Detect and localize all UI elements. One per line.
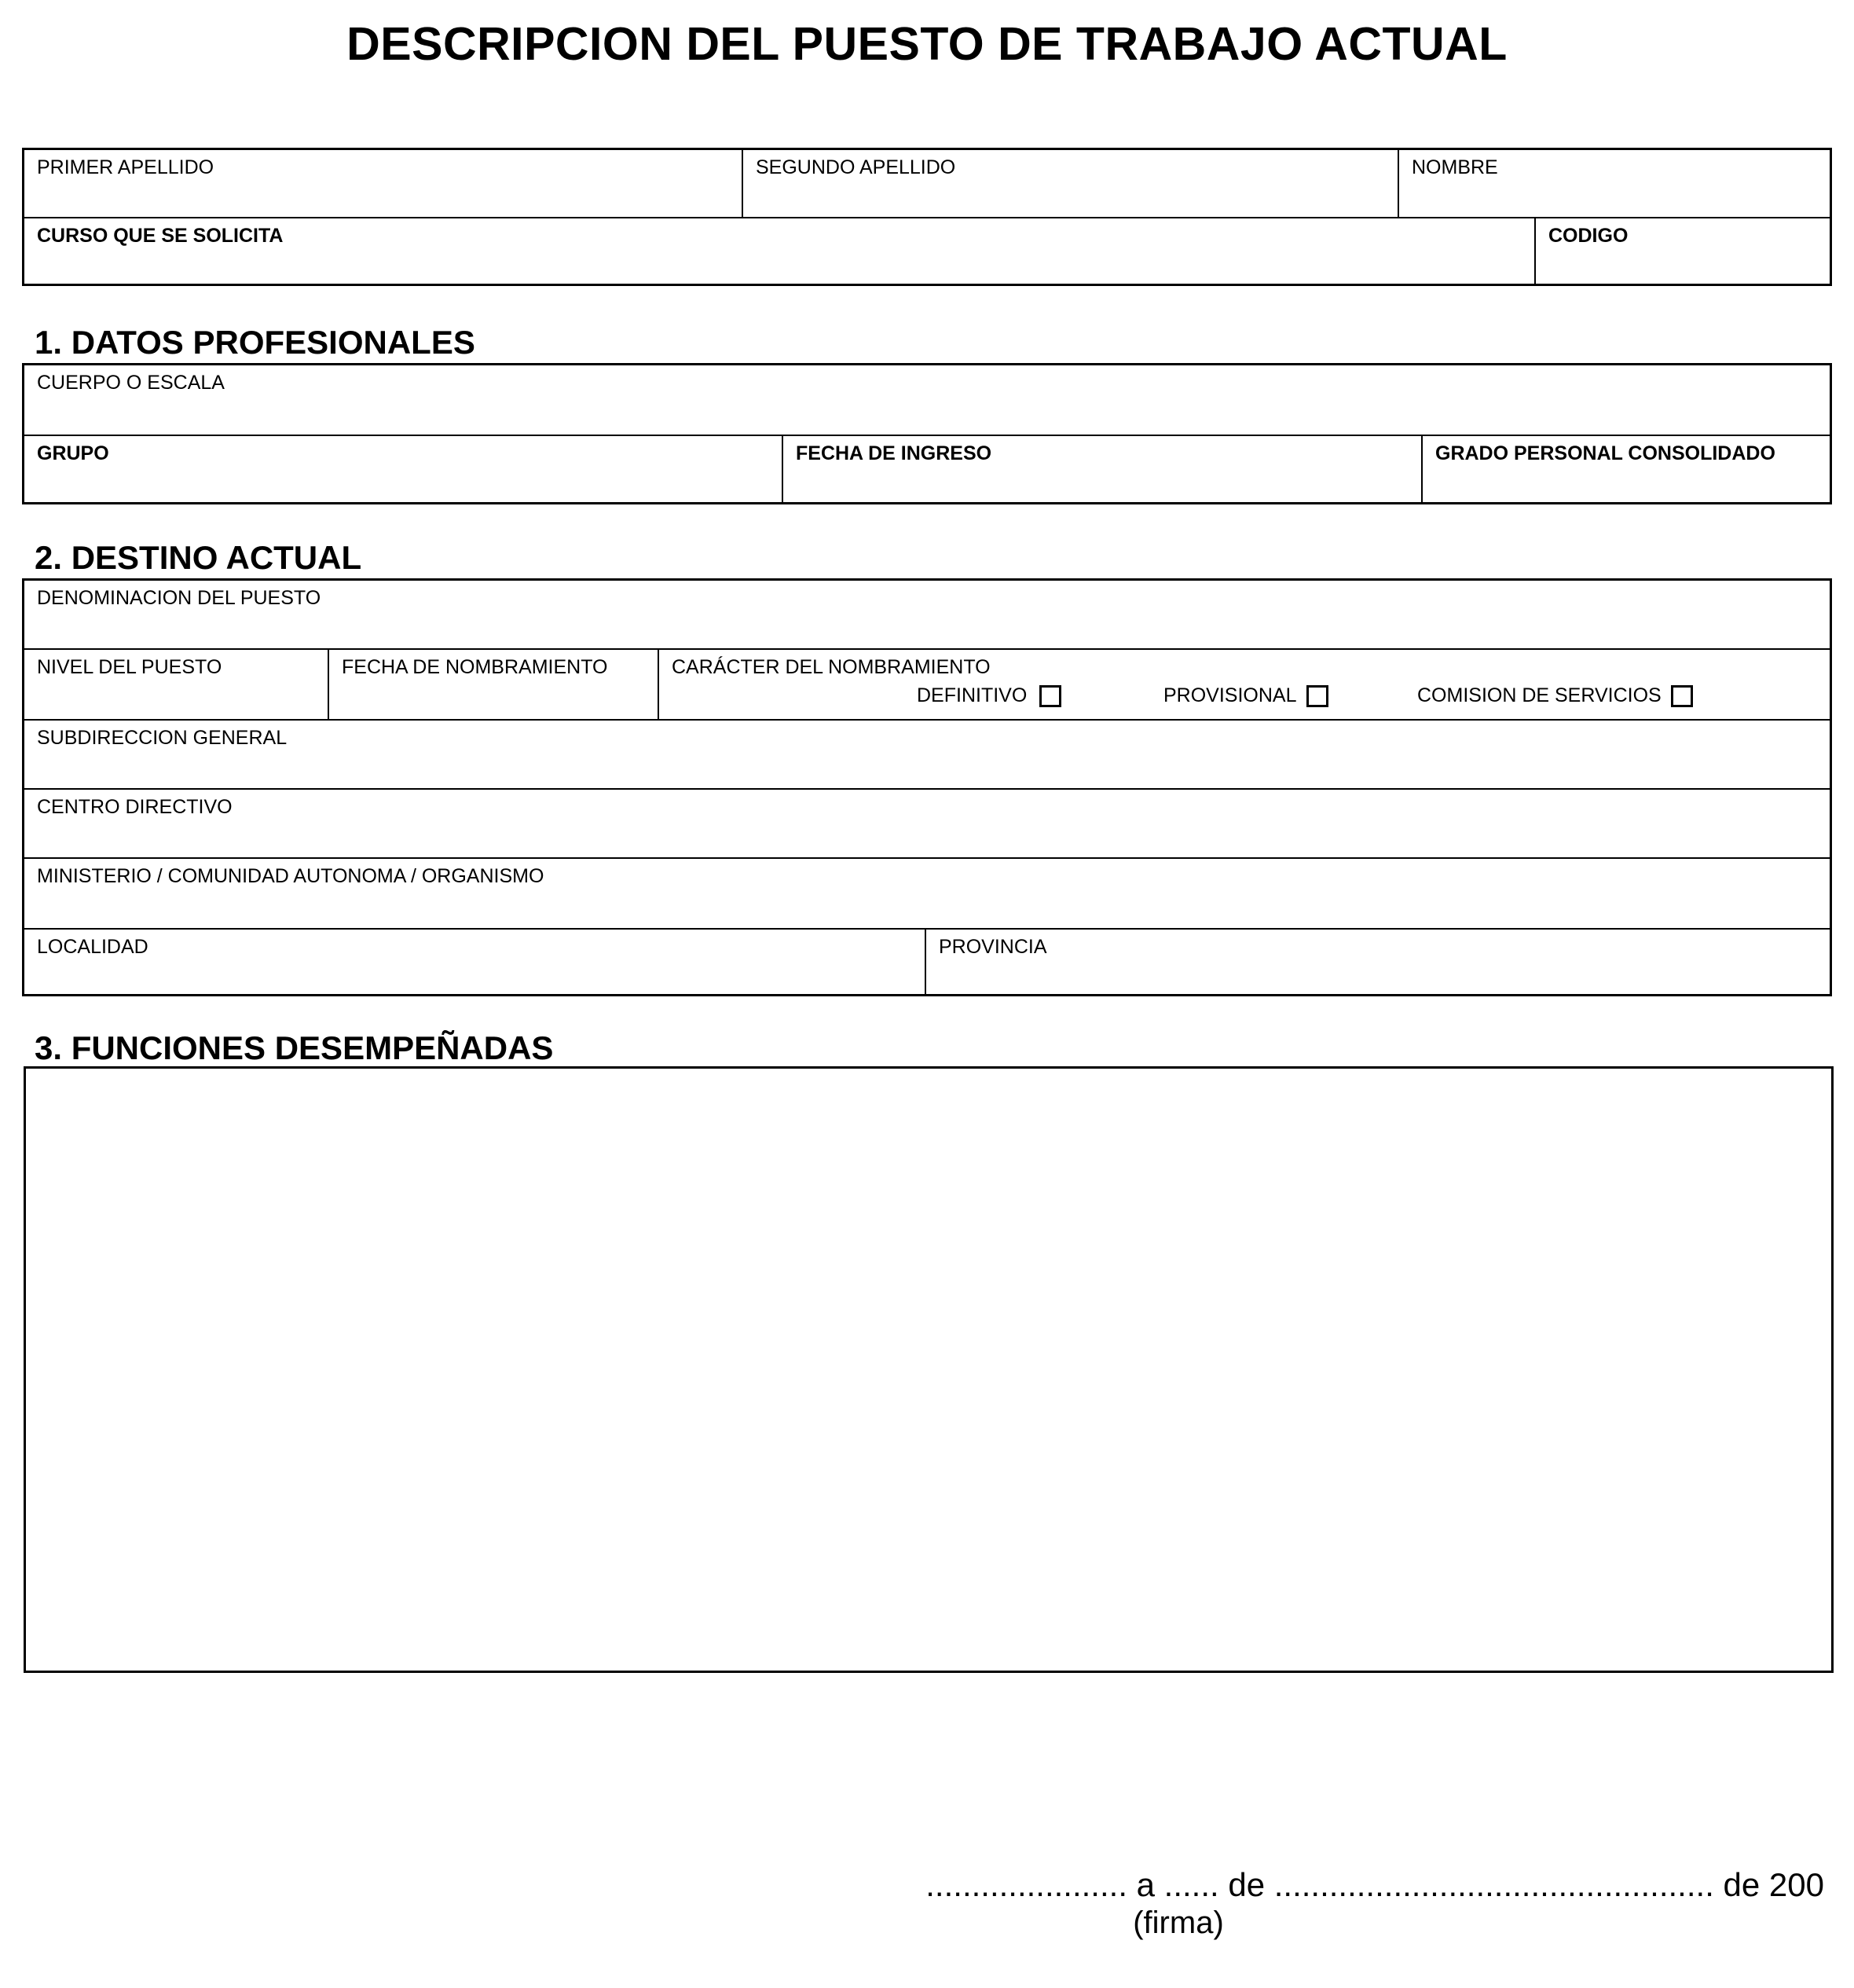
destino-actual-table [22,578,1832,996]
grado-field[interactable] [1423,436,1830,502]
codigo-field[interactable] [1536,218,1830,284]
segundo-apellido-label: SEGUNDO APELLIDO [756,156,956,178]
provincia-label: PROVINCIA [939,936,1047,958]
localidad-label: LOCALIDAD [37,936,148,958]
comision-checkbox[interactable] [1671,685,1693,707]
personal-info-table [22,148,1832,286]
fecha-nombramiento-label: FECHA DE NOMBRAMIENTO [342,656,608,678]
provincia-field[interactable] [926,930,1830,994]
centro-directivo-label: CENTRO DIRECTIVO [37,796,233,818]
funciones-textarea[interactable] [24,1066,1834,1673]
curso-field[interactable] [24,218,1536,284]
grupo-field[interactable] [24,436,783,502]
grado-label: GRADO PERSONAL CONSOLIDADO [1435,442,1775,464]
nombre-field[interactable] [1399,150,1830,218]
signature-date-line: ...................... a ...... de ................................................ de 200 [925,1866,1824,1903]
comision-label: COMISION DE SERVICIOS [1417,684,1662,706]
nivel-puesto-label: NIVEL DEL PUESTO [37,656,222,678]
subdireccion-field[interactable] [24,721,1830,790]
caracter-nombramiento-label: CARÁCTER DEL NOMBRAMIENTO [672,656,991,678]
section2-heading: 2. DESTINO ACTUAL [35,539,362,576]
section1-heading: 1. DATOS PROFESIONALES [35,324,475,361]
subdireccion-label: SUBDIRECCION GENERAL [37,727,288,749]
signature-firma-label: (firma) [1133,1905,1224,1940]
section3-heading: 3. FUNCIONES DESEMPEÑADAS [35,1029,554,1066]
option-comision [1417,684,1693,707]
fecha-ingreso-label: FECHA DE INGRESO [796,442,992,464]
cuerpo-escala-field[interactable] [24,365,1830,436]
provisional-label: PROVISIONAL [1163,684,1297,706]
definitivo-label: DEFINITIVO [917,684,1028,706]
fecha-ingreso-field[interactable] [783,436,1423,502]
primer-apellido-field[interactable] [24,150,743,218]
denominacion-label: DENOMINACION DEL PUESTO [37,587,321,609]
ministerio-label: MINISTERIO / COMUNIDAD AUTONOMA / ORGANISMO [37,865,544,887]
grupo-label: GRUPO [37,442,109,464]
option-definitivo [917,684,1061,707]
nombre-label: NOMBRE [1412,156,1498,178]
curso-label: CURSO QUE SE SOLICITA [37,225,284,247]
option-provisional [1163,684,1328,707]
centro-directivo-field[interactable] [24,790,1830,859]
ministerio-field[interactable] [24,859,1830,930]
primer-apellido-label: PRIMER APELLIDO [37,156,214,178]
caracter-nombramiento-field [659,650,1830,721]
provisional-checkbox[interactable] [1306,685,1328,707]
caracter-options [659,684,1830,713]
codigo-label: CODIGO [1548,225,1629,247]
cuerpo-escala-label: CUERPO O ESCALA [37,372,225,394]
datos-profesionales-table [22,363,1832,504]
fecha-nombramiento-field[interactable] [329,650,659,721]
localidad-field[interactable] [24,930,926,994]
denominacion-field[interactable] [24,581,1830,650]
page-title: DESCRIPCION DEL PUESTO DE TRABAJO ACTUAL [346,18,1508,70]
nivel-puesto-field[interactable] [24,650,329,721]
segundo-apellido-field[interactable] [743,150,1399,218]
definitivo-checkbox[interactable] [1039,685,1061,707]
